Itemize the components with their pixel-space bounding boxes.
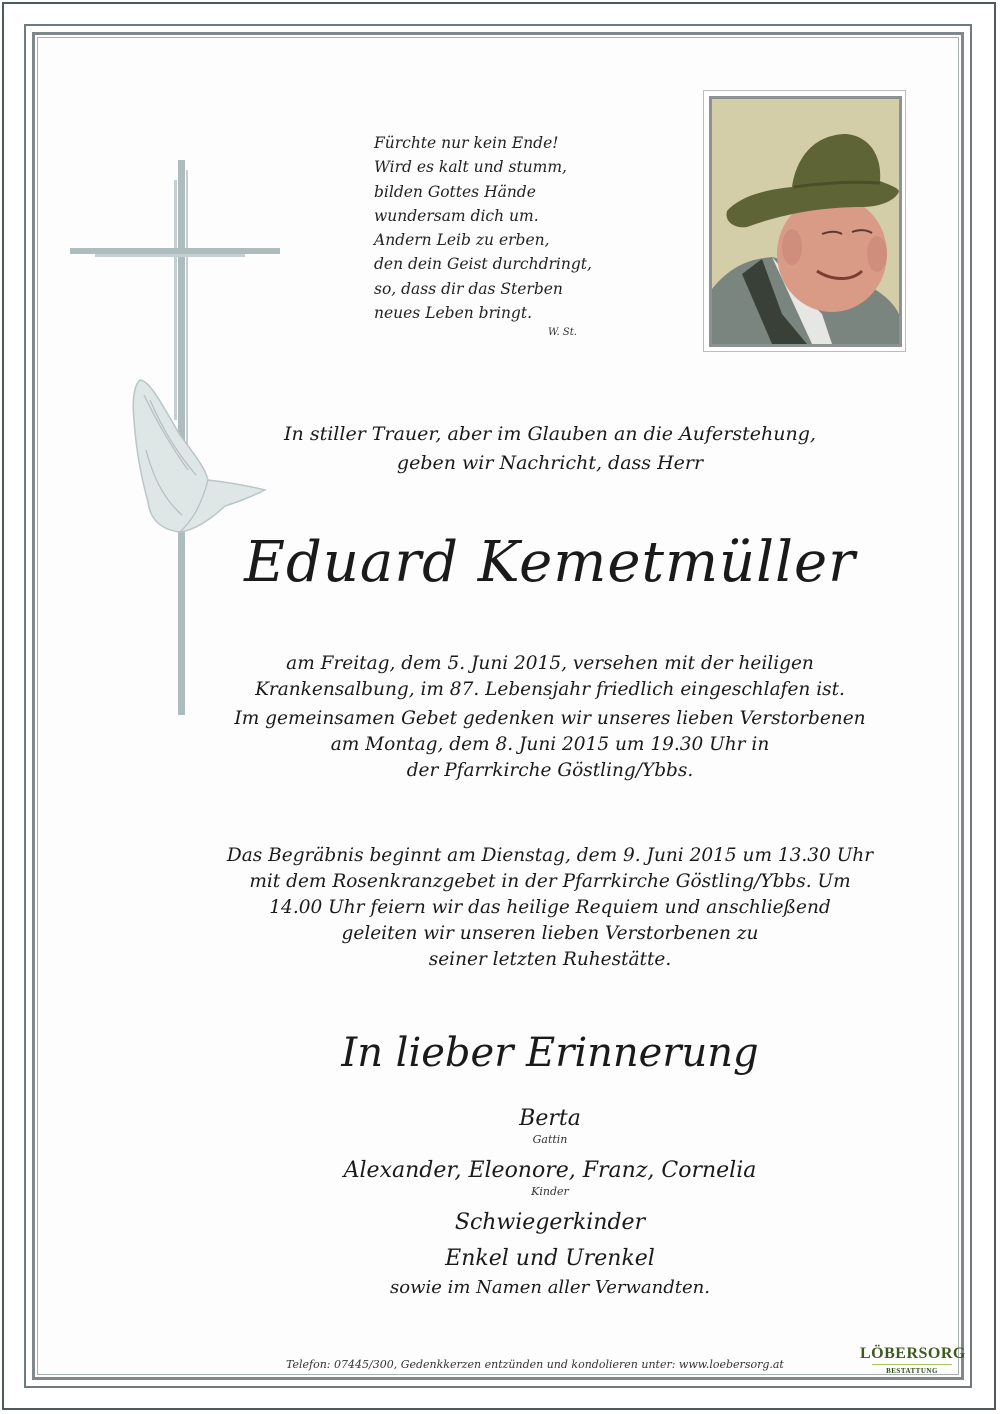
poem <box>374 131 614 325</box>
paragraph-line: am Freitag, dem 5. Juni 2015, versehen mit der heiligen <box>286 653 814 674</box>
poem-line: wundersam dich um. <box>374 206 539 225</box>
paragraph-line: Krankensalbung, im 87. Lebensjahr friedlich eingeschlafen ist. <box>255 679 845 700</box>
paragraph-line: der Pfarrkirche Göstling/Ybbs. <box>406 760 694 781</box>
mourner-role: Kinder <box>531 1185 569 1198</box>
paragraph-line: Das Begräbnis beginnt am Dienstag, dem 9. Juni 2015 um 13.30 Uhr <box>226 845 874 866</box>
mourner-name: Alexander, Eleonore, Franz, Cornelia <box>343 1158 757 1183</box>
deceased-name: Eduard Kemetmüller <box>244 530 856 595</box>
poem-line: so, dass dir das Sterben <box>374 279 563 298</box>
logo-divider <box>872 1364 952 1365</box>
funeral-paragraph <box>180 843 920 973</box>
poem-line: bilden Gottes Hände <box>374 182 536 201</box>
logo-subtitle: BESTATTUNG <box>886 1367 938 1375</box>
spacer <box>200 1237 900 1245</box>
mourner-name: Berta <box>519 1106 581 1131</box>
poem-author: W. St. <box>548 327 577 338</box>
memory-title: In lieber Erinnerung <box>341 1030 759 1076</box>
paragraph-line: am Montag, dem 8. Juni 2015 um 19.30 Uhr in <box>330 734 770 755</box>
logo-name: LÖBERSORG <box>860 1345 966 1362</box>
paragraph-line: seiner letzten Ruhestätte. <box>428 949 672 970</box>
poem-line: Andern Leib zu erben, <box>374 231 550 250</box>
poem-line: neues Leben bringt. <box>374 304 533 323</box>
paragraph-line: mit dem Rosenkranzgebet in der Pfarrkirche Göstling/Ybbs. Um <box>249 871 851 892</box>
closing-line: sowie im Namen aller Verwandten. <box>390 1277 710 1298</box>
poem-line: den dein Geist durchdringt, <box>374 255 592 274</box>
footer-contact: Telefon: 07445/300, Gedenkkerzen entzünden und kondolieren unter: www.loebersorg.at <box>286 1358 784 1371</box>
mourner-role: Gattin <box>532 1133 568 1146</box>
mourners-list <box>200 1105 900 1298</box>
paragraph-line: geleiten wir unseren lieben Verstorbenen zu <box>341 923 759 944</box>
portrait-photo <box>709 96 902 347</box>
death-notice-paragraph <box>180 651 920 703</box>
poem-line: Wird es kalt und stumm, <box>374 158 567 177</box>
paragraph-line: Im gemeinsamen Gebet gedenken wir unseres lieben Verstorbenen <box>234 708 866 729</box>
intro-line: geben wir Nachricht, dass Herr <box>396 452 704 474</box>
mourner-name: Enkel und Urenkel <box>445 1246 655 1271</box>
intro-text <box>200 420 900 478</box>
paragraph-line: 14.00 Uhr feiern wir das heilige Requiem und anschließend <box>269 897 831 918</box>
mourner-name: Schwiegerkinder <box>454 1210 646 1235</box>
funeral-home-logo <box>860 1346 964 1375</box>
intro-line: In stiller Trauer, aber im Glauben an die Auferstehung, <box>284 423 816 445</box>
poem-line: Fürchte nur kein Ende! <box>374 134 559 152</box>
prayer-paragraph <box>180 706 920 784</box>
